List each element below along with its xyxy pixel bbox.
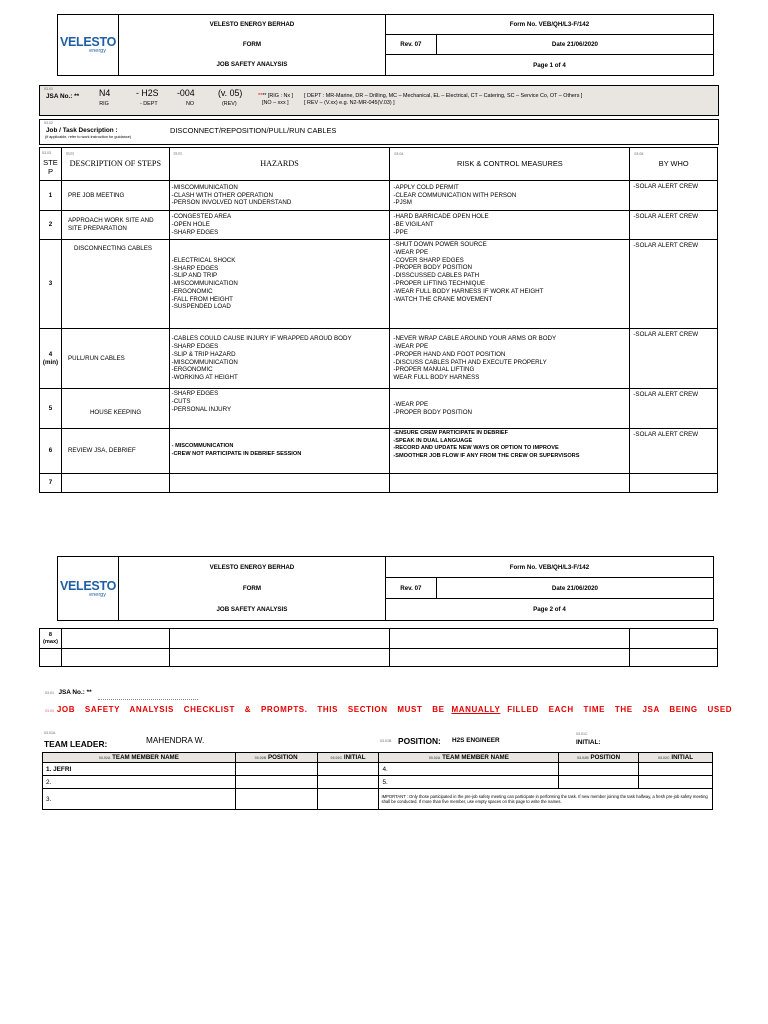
page1-header xyxy=(57,14,714,76)
step-description[interactable] xyxy=(61,474,169,493)
step-controls[interactable]: -WEAR PPE -PROPER BODY POSITION xyxy=(390,389,630,429)
company-name: VELESTO ENERGY BERHAD xyxy=(119,557,386,578)
page-number: Page 2 of 4 xyxy=(385,599,713,621)
team-members-table xyxy=(42,752,713,810)
form-number: Form No. VEB/QH/L3-F/142 xyxy=(385,15,713,35)
leader-name[interactable]: MAHENDRA W. xyxy=(146,736,205,745)
step-hazards[interactable]: -MISCOMMUNICATION -CLASH WITH OTHER OPERATION -PERSON INVOLVED NOT UNDERSTAND xyxy=(169,181,390,211)
step-controls[interactable] xyxy=(390,649,630,667)
member-name[interactable]: 5. xyxy=(379,776,559,789)
step-controls[interactable]: -HARD BARRICADE OPEN HOLE -BE VIGILANT -PPE xyxy=(390,211,630,240)
important-note: IMPORTANT : Only those participated in the pre-job safety meeting can participate in performing the task. If new member joining the task halfway, a fresh pre-job safety meeting shall be conducted. If more than five member, use empty spaces on this page to write the names. xyxy=(379,789,713,810)
form-label: FORM xyxy=(119,578,386,599)
logo-text: VELESTO xyxy=(59,578,117,593)
step-controls[interactable]: -SHUT DOWN POWER SOURCE -WEAR PPE -COVER SHARP EDGES -PROPER BODY POSITION -DISSCUSSED CABLES PATH -PROPER LIFTING TECHNIQUE -WEAR FULL BODY HARNESS IF WORK AT HEIGHT -WATCH THE CRANE MOVEMENT xyxy=(390,240,630,329)
team-header-row xyxy=(43,753,713,763)
step-description[interactable]: APPROACH WORK SITE AND SITE PREPARATION xyxy=(61,211,169,240)
checklist-instruction: 03.00 JOB SAFETY ANALYSIS CHECKLIST & PROMPTS. THIS SECTION MUST BE MANUALLY FILLED EACH TIME THE JSA BEING USED xyxy=(45,705,733,714)
task-label: Job / Task Description : xyxy=(46,127,118,134)
task-value[interactable]: DISCONNECT/REPOSITION/PULL/RUN CABLES xyxy=(170,126,337,135)
doc-date: Date 21/06/2020 xyxy=(436,578,713,599)
table-row xyxy=(40,629,718,649)
step-number: 1 xyxy=(40,181,62,211)
jsa-rev-label: (REV) xyxy=(222,101,237,107)
initial-code: 03.01C xyxy=(576,732,588,736)
step-controls[interactable]: -APPLY COLD PERMIT -CLEAR COMMUNICATION WITH PERSON -PJSM xyxy=(390,181,630,211)
step-hazards[interactable] xyxy=(169,629,390,649)
page2-header xyxy=(57,556,714,621)
leader-label: TEAM LEADER: xyxy=(44,739,108,749)
step-number: 6 xyxy=(40,429,62,474)
step-by-who[interactable]: -SOLAR ALERT CREW xyxy=(630,181,718,211)
step-controls[interactable] xyxy=(390,629,630,649)
steps-table-continued xyxy=(39,628,718,667)
step-controls[interactable]: -ENSURE CREW PARTICIPATE IN DEBRIEF -SPEAK IN DUAL LANGUAGE -RECORD AND UPDATE NEW WAYS OR OPTION TO IMPROVE -SMOOTHER JOB FLOW IF ANY FROM THE CREW OR SUPERVISORS xyxy=(390,429,630,474)
member-position-header-right: 03.02B POSITION xyxy=(559,753,639,763)
member-initial[interactable] xyxy=(639,763,713,776)
task-code: 03.02 xyxy=(44,121,53,125)
jsa-no-note: [NO – xxx ] xyxy=(262,100,289,106)
form-number: Form No. VEB/QH/L3-F/142 xyxy=(385,557,713,578)
step-by-who[interactable]: -SOLAR ALERT CREW xyxy=(630,211,718,240)
step-hazards[interactable]: -CABLES COULD CAUSE INJURY IF WRAPPED AROUD BODY -SHARP EDGES -SLIP & TRIP HAZARD -MISCOMMUNICATION -ERGONOMIC -WORKING AT HEIGHT xyxy=(169,329,390,389)
step-by-who[interactable] xyxy=(630,649,718,667)
team-leader-line xyxy=(42,731,718,753)
header-description: 03.03 DESCRIPTION OF STEPS xyxy=(61,148,169,181)
revision: Rev. 07 xyxy=(385,578,436,599)
step-hazards[interactable]: - MISCOMMUNICATION -CREW NOT PARTICIPATE IN DEBRIEF SESSION xyxy=(169,429,390,474)
table-row xyxy=(40,389,718,429)
revision: Rev. 07 xyxy=(385,35,436,55)
jsa2-label: JSA No.: ** xyxy=(58,689,92,696)
member-position[interactable] xyxy=(559,776,639,789)
form-label: FORM xyxy=(119,35,386,55)
step-hazards[interactable] xyxy=(169,649,390,667)
jsa2-input[interactable] xyxy=(98,681,198,700)
member-name[interactable]: 4. xyxy=(379,763,559,776)
position-code: 03.01B xyxy=(380,739,392,743)
logo-subtext: energy xyxy=(89,48,106,54)
step-description[interactable] xyxy=(61,649,169,667)
jsa-dept-note: [ DEPT : MR-Marine, DR – Drilling, MC – Mechanical, EL – Electrical, CT – Catering, SC – Service Co, OT – Others ] xyxy=(304,93,583,99)
member-initial[interactable] xyxy=(317,789,379,810)
header-controls: 03.04 RISK & CONTROL MEASURES xyxy=(390,148,630,181)
table-row xyxy=(40,240,718,329)
step-description[interactable]: PULL/RUN CABLES xyxy=(61,329,169,389)
jsa-no-label: NO xyxy=(186,101,195,107)
header-by-who: 03.05 BY WHO xyxy=(630,148,718,181)
step-description[interactable]: DISCONNECTING CABLES xyxy=(61,240,169,329)
steps-table xyxy=(39,147,718,493)
jsa-dept-label: - DEPT xyxy=(140,101,158,107)
jsa-rig-value[interactable]: N4 xyxy=(99,88,111,98)
jsa2-code: 03.01 xyxy=(45,691,54,695)
step-number: 8 (max) xyxy=(40,629,62,649)
leader-code: 03.01A xyxy=(44,731,56,735)
steps-header-row xyxy=(40,148,718,181)
member-name-header: 03.02A TEAM MEMBER NAME xyxy=(43,753,236,763)
member-initial[interactable] xyxy=(639,776,713,789)
table-row xyxy=(40,329,718,389)
step-number: 4 (min) xyxy=(40,329,62,389)
header-hazards: 03.03 HAZARDS xyxy=(169,148,390,181)
member-position[interactable] xyxy=(235,789,317,810)
member-initial-header-right: 03.02C INITIAL xyxy=(639,753,713,763)
logo-subtext: energy xyxy=(89,591,106,598)
jsa-rev-note: [ REV – (V.xx) e.g. N2-MR-045(V.03) ] xyxy=(304,100,395,106)
step-number: 2 xyxy=(40,211,62,240)
step-description[interactable]: HOUSE KEEPING xyxy=(61,389,169,429)
member-position[interactable] xyxy=(235,763,317,776)
header-step: 03.03 STE P xyxy=(40,148,62,181)
step-by-who[interactable]: -SOLAR ALERT CREW xyxy=(630,329,718,389)
step-hazards[interactable]: -ELECTRICAL SHOCK -SHARP EDGES -SLIP AND TRIP -MISCOMMUNICATION -ERGONOMIC -FALL FROM HEIGHT -SUSPENDED LOAD xyxy=(169,240,390,329)
jsa-dept-value[interactable]: - H2S xyxy=(136,88,159,98)
company-name: VELESTO ENERGY BERHAD xyxy=(119,15,386,35)
step-number: 7 xyxy=(40,474,62,493)
member-name[interactable]: 3. xyxy=(43,789,236,810)
step-hazards[interactable]: -CONGESTED AREA -OPEN HOLE -SHARP EDGES xyxy=(169,211,390,240)
member-position[interactable] xyxy=(235,776,317,789)
list-item xyxy=(43,763,713,776)
step-by-who[interactable]: -SOLAR ALERT CREW xyxy=(630,389,718,429)
step-by-who[interactable]: -SOLAR ALERT CREW xyxy=(630,429,718,474)
task-description-bar xyxy=(39,119,719,145)
jsa-no-value[interactable]: -004 xyxy=(177,88,195,98)
step-description[interactable] xyxy=(61,629,169,649)
step-description[interactable]: REVIEW JSA, DEBRIEF xyxy=(61,429,169,474)
member-initial-header: 03.02C INITIAL xyxy=(317,753,379,763)
step-number: 5 xyxy=(40,389,62,429)
member-name-header-right: 03.02A TEAM MEMBER NAME xyxy=(379,753,559,763)
logo-text: VELESTO xyxy=(59,35,117,49)
doc-title: JOB SAFETY ANALYSIS xyxy=(119,55,386,76)
jsa-label: JSA No.: ** xyxy=(46,93,80,100)
step-number: 3 xyxy=(40,240,62,329)
list-item xyxy=(43,776,713,789)
list-item xyxy=(43,789,713,810)
page-number: Page 1 of 4 xyxy=(385,55,713,76)
jsa-rig-label: RIG xyxy=(99,101,109,107)
doc-title: JOB SAFETY ANALYSIS xyxy=(119,599,386,621)
member-initial[interactable] xyxy=(317,763,379,776)
step-controls[interactable]: -NEVER WRAP CABLE AROUND YOUR ARMS OR BODY -WEAR PPE -PROPER HAND AND FOOT POSITION -DISCUSS CABLES PATH AND EXECUTE PROPERLY -PROPER MANUAL LIFTING WEAR FULL BODY HARNESS xyxy=(390,329,630,389)
table-row xyxy=(40,181,718,211)
position-label: POSITION: xyxy=(398,736,441,746)
member-position[interactable] xyxy=(559,763,639,776)
table-row xyxy=(40,211,718,240)
position-value[interactable]: H2S ENGINEER xyxy=(452,737,500,744)
task-hint: (if applicable, refer to work instruction for guidance) xyxy=(45,135,132,139)
member-name[interactable]: 1. JEFRI xyxy=(43,763,236,776)
step-by-who[interactable] xyxy=(630,629,718,649)
jsa-rig-note: **** [RIG : Nx ] xyxy=(258,93,294,99)
member-position-header: 03.02B POSITION xyxy=(235,753,317,763)
company-logo xyxy=(58,557,119,621)
table-row xyxy=(40,649,718,667)
step-number xyxy=(40,649,62,667)
doc-date: Date 21/06/2020 xyxy=(436,35,713,55)
step-hazards[interactable] xyxy=(169,474,390,493)
initial-label: INITIAL: xyxy=(576,739,601,746)
table-row xyxy=(40,474,718,493)
jsa-code: 03.01 xyxy=(44,87,53,91)
jsa-number-bar xyxy=(39,85,719,116)
step-hazards[interactable]: -SHARP EDGES -CUTS -PERSONAL INJURY xyxy=(169,389,390,429)
step-by-who[interactable] xyxy=(630,474,718,493)
member-initial[interactable] xyxy=(317,776,379,789)
step-controls[interactable] xyxy=(390,474,630,493)
company-logo xyxy=(58,15,119,76)
member-name[interactable]: 2. xyxy=(43,776,236,789)
table-row xyxy=(40,429,718,474)
step-description[interactable]: PRE JOB MEETING xyxy=(61,181,169,211)
step-by-who[interactable]: -SOLAR ALERT CREW xyxy=(630,240,718,329)
jsa-number-line xyxy=(45,681,198,700)
jsa-rev-value[interactable]: (v. 05) xyxy=(218,88,243,98)
